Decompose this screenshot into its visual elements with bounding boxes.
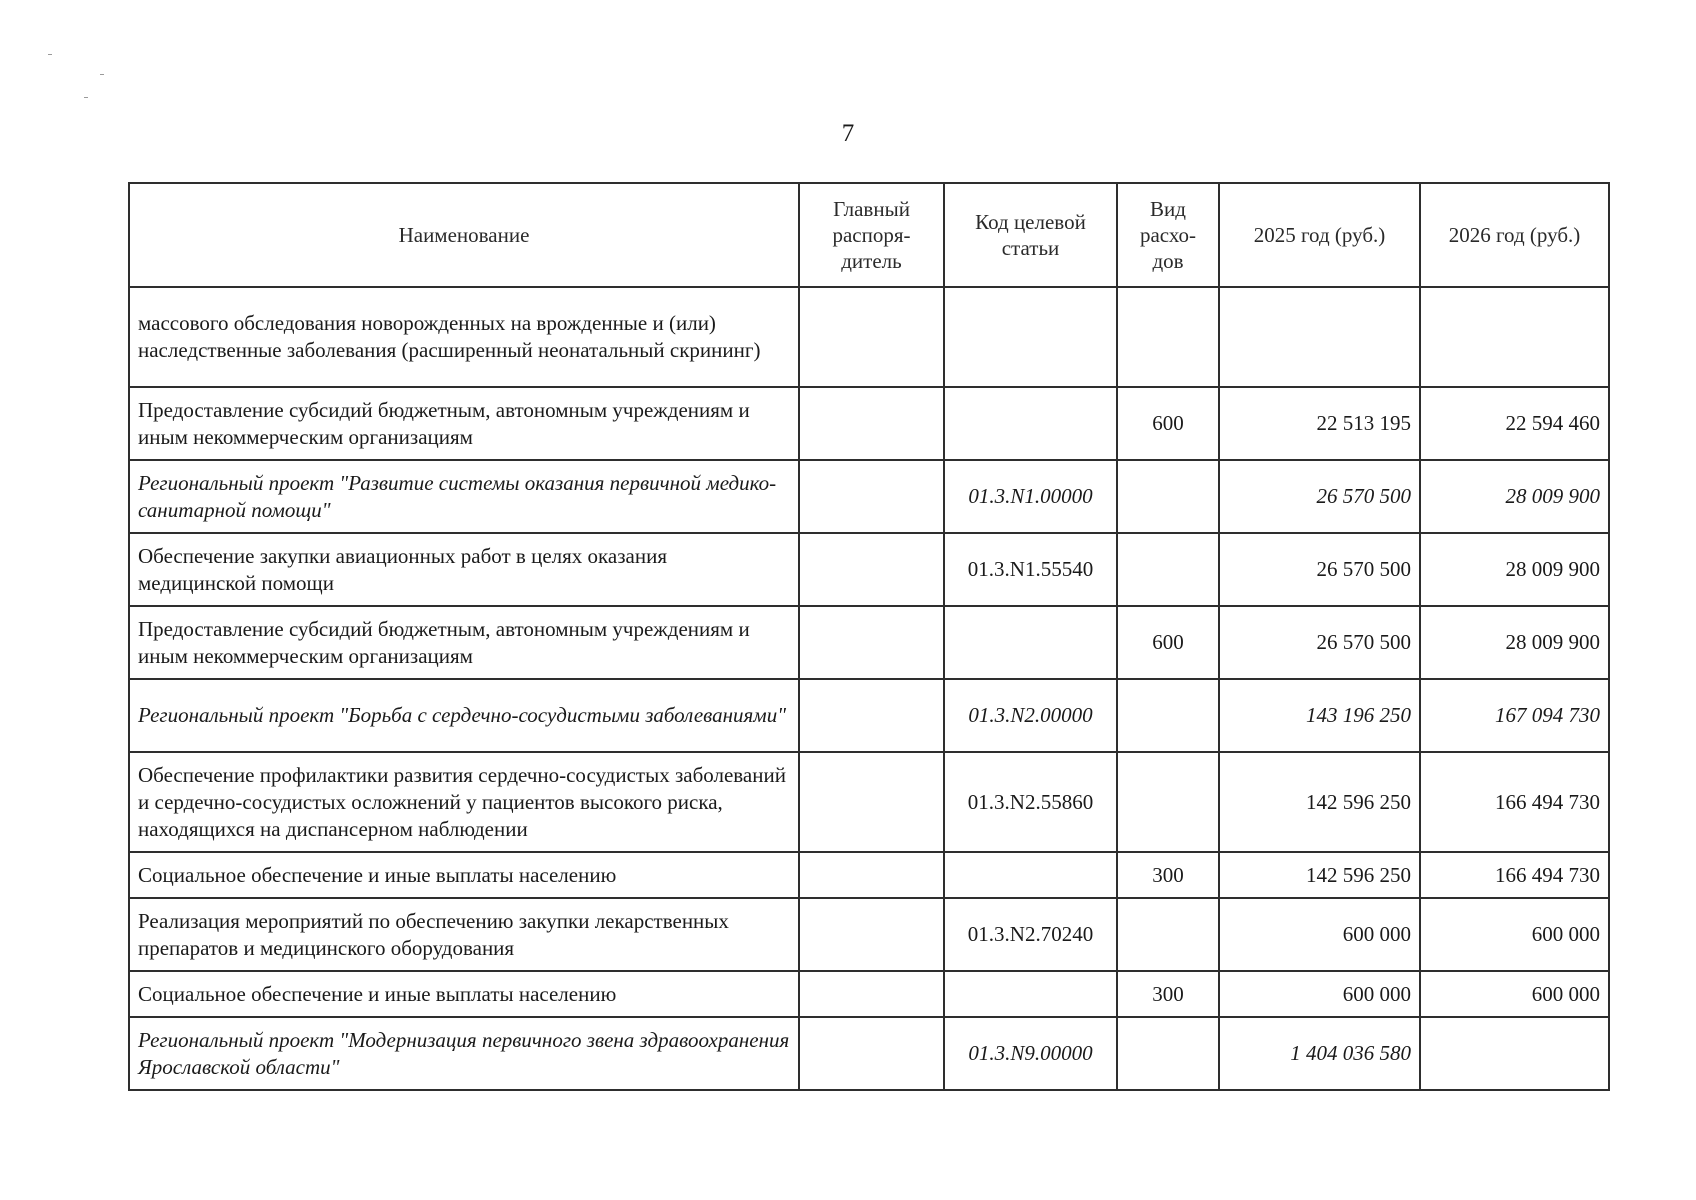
cell-type: 300 bbox=[1117, 852, 1219, 898]
cell-2026: 166 494 730 bbox=[1420, 752, 1609, 852]
cell-code bbox=[944, 606, 1117, 679]
cell-type: 600 bbox=[1117, 387, 1219, 460]
table-row bbox=[129, 287, 1609, 387]
cell-code: 01.3.N1.00000 bbox=[944, 460, 1117, 533]
cell-type bbox=[1117, 898, 1219, 971]
cell-admin bbox=[799, 287, 944, 387]
cell-2026: 22 594 460 bbox=[1420, 387, 1609, 460]
table-row bbox=[129, 460, 1609, 533]
cell-code: 01.3.N2.55860 bbox=[944, 752, 1117, 852]
cell-admin bbox=[799, 460, 944, 533]
cell-2026: 600 000 bbox=[1420, 971, 1609, 1017]
cell-type bbox=[1117, 1017, 1219, 1090]
cell-type bbox=[1117, 533, 1219, 606]
cell-type bbox=[1117, 752, 1219, 852]
cell-type: 300 bbox=[1117, 971, 1219, 1017]
cell-name: Обеспечение закупки авиационных работ в целях оказания медицинской помощи bbox=[129, 533, 799, 606]
cell-name: Социальное обеспечение и иные выплаты населению bbox=[129, 971, 799, 1017]
cell-name: Региональный проект "Модернизация первичного звена здравоохранения Ярославской области" bbox=[129, 1017, 799, 1090]
header-type: Вид расхо-дов bbox=[1117, 183, 1219, 287]
cell-2026 bbox=[1420, 287, 1609, 387]
cell-code bbox=[944, 971, 1117, 1017]
cell-code bbox=[944, 852, 1117, 898]
cell-admin bbox=[799, 971, 944, 1017]
cell-name: Региональный проект "Борьба с сердечно-сосудистыми заболеваниями" bbox=[129, 679, 799, 752]
cell-type: 600 bbox=[1117, 606, 1219, 679]
cell-2025: 26 570 500 bbox=[1219, 533, 1420, 606]
table-row bbox=[129, 752, 1609, 852]
table-row bbox=[129, 679, 1609, 752]
budget-table bbox=[128, 182, 1610, 1091]
cell-2025: 142 596 250 bbox=[1219, 852, 1420, 898]
header-2026: 2026 год (руб.) bbox=[1420, 183, 1609, 287]
cell-admin bbox=[799, 679, 944, 752]
cell-code: 01.3.N2.00000 bbox=[944, 679, 1117, 752]
cell-name: Реализация мероприятий по обеспечению закупки лекарственных препаратов и медицинского оборудования bbox=[129, 898, 799, 971]
cell-2025: 600 000 bbox=[1219, 898, 1420, 971]
table-row bbox=[129, 1017, 1609, 1090]
table-row bbox=[129, 533, 1609, 606]
cell-2025: 1 404 036 580 bbox=[1219, 1017, 1420, 1090]
header-2025: 2025 год (руб.) bbox=[1219, 183, 1420, 287]
cell-2025: 26 570 500 bbox=[1219, 606, 1420, 679]
cell-2025 bbox=[1219, 287, 1420, 387]
cell-code bbox=[944, 287, 1117, 387]
cell-type bbox=[1117, 679, 1219, 752]
cell-2026: 28 009 900 bbox=[1420, 533, 1609, 606]
header-admin: Главный распоря-дитель bbox=[799, 183, 944, 287]
cell-name: Обеспечение профилактики развития сердечно-сосудистых заболеваний и сердечно-сосудистых осложнений у пациентов высокого риска, находящихся на диспансерном наблюдении bbox=[129, 752, 799, 852]
cell-2026 bbox=[1420, 1017, 1609, 1090]
cell-code: 01.3.N9.00000 bbox=[944, 1017, 1117, 1090]
table-row bbox=[129, 387, 1609, 460]
cell-2026: 600 000 bbox=[1420, 898, 1609, 971]
cell-name: Предоставление субсидий бюджетным, автономным учреждениям и иным некоммерческим организациям bbox=[129, 606, 799, 679]
table-row bbox=[129, 898, 1609, 971]
cell-code bbox=[944, 387, 1117, 460]
cell-2026: 28 009 900 bbox=[1420, 460, 1609, 533]
table-row bbox=[129, 971, 1609, 1017]
cell-admin bbox=[799, 1017, 944, 1090]
cell-admin bbox=[799, 606, 944, 679]
cell-2025: 26 570 500 bbox=[1219, 460, 1420, 533]
table-header-row bbox=[129, 183, 1609, 287]
cell-2025: 143 196 250 bbox=[1219, 679, 1420, 752]
table-row bbox=[129, 606, 1609, 679]
cell-2026: 166 494 730 bbox=[1420, 852, 1609, 898]
header-name: Наименование bbox=[129, 183, 799, 287]
cell-2025: 600 000 bbox=[1219, 971, 1420, 1017]
scan-speck bbox=[84, 97, 88, 98]
table-row bbox=[129, 852, 1609, 898]
header-code: Код целевой статьи bbox=[944, 183, 1117, 287]
cell-admin bbox=[799, 852, 944, 898]
cell-name: Региональный проект "Развитие системы оказания первичной медико-санитарной помощи" bbox=[129, 460, 799, 533]
cell-2025: 22 513 195 bbox=[1219, 387, 1420, 460]
cell-type bbox=[1117, 287, 1219, 387]
cell-code: 01.3.N1.55540 bbox=[944, 533, 1117, 606]
cell-admin bbox=[799, 533, 944, 606]
cell-admin bbox=[799, 387, 944, 460]
cell-admin bbox=[799, 898, 944, 971]
page-number: 7 bbox=[841, 120, 855, 147]
cell-code: 01.3.N2.70240 bbox=[944, 898, 1117, 971]
cell-2026: 28 009 900 bbox=[1420, 606, 1609, 679]
cell-admin bbox=[799, 752, 944, 852]
cell-2026: 167 094 730 bbox=[1420, 679, 1609, 752]
cell-name: массового обследования новорожденных на врожденные и (или) наследственные заболевания (расширенный неонатальный скрининг) bbox=[129, 287, 799, 387]
cell-2025: 142 596 250 bbox=[1219, 752, 1420, 852]
cell-name: Предоставление субсидий бюджетным, автономным учреждениям и иным некоммерческим организациям bbox=[129, 387, 799, 460]
scan-speck bbox=[100, 74, 104, 75]
scan-speck bbox=[48, 54, 52, 55]
cell-type bbox=[1117, 460, 1219, 533]
cell-name: Социальное обеспечение и иные выплаты населению bbox=[129, 852, 799, 898]
